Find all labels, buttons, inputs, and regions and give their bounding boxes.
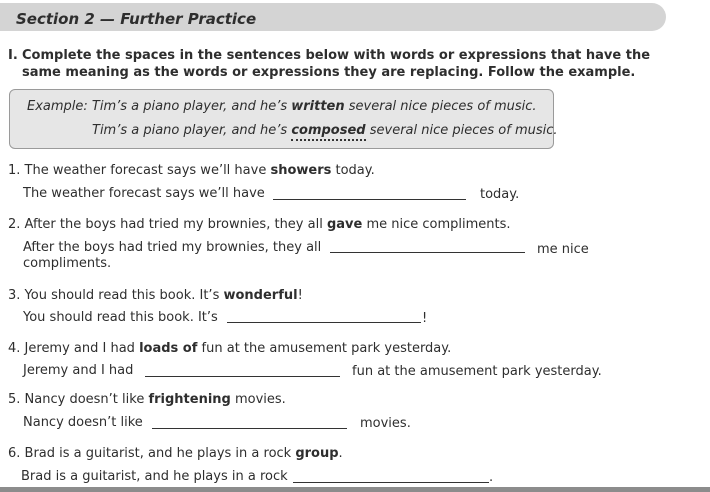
question-6 [8,446,343,461]
question-number: 3. [8,288,21,303]
answer-1-blank[interactable] [273,199,466,200]
question-keyword: wonderful [223,288,298,303]
example-line-1-pre: Tim’s a piano player, and he’s [91,99,292,114]
answer-4-post: fun at the amusement park yesterday. [352,364,602,379]
question-text-post: today. [331,163,375,178]
answer-4-blank[interactable] [145,376,340,377]
instructions-text: Complete the spaces in the sentences below with words or expressions that have the same meaning as the words or expressions they are replacing. Follow the example. [22,48,651,80]
question-keyword: showers [270,163,332,178]
answer-2-continued: compliments. [23,256,112,271]
question-keyword: loads of [139,341,198,356]
question-2 [8,217,511,232]
answer-1-pre: The weather forecast says we’ll have [23,186,265,201]
answer-4-pre: Jeremy and I had [23,363,134,378]
example-box [9,89,558,149]
question-text-pre: Brad is a guitarist, and he plays in a rock [24,446,296,461]
answer-3-pre: You should read this book. It’s [23,310,218,325]
answer-2-post: me nice [537,242,589,257]
question-4 [8,341,451,356]
answer-6-post: . [489,470,494,485]
question-number: 5. [8,392,21,407]
example-line-1 [27,99,537,114]
question-text-post: fun at the amusement park yesterday. [197,341,452,356]
section-title: Section 2 — Further Practice [16,10,257,28]
question-text-pre: After the boys had tried my brownies, they all [24,217,327,232]
question-1 [8,163,375,178]
example-line-2-post: several nice pieces of music. [365,123,558,138]
answer-3-blank[interactable] [227,322,421,323]
answer-6-pre: Brad is a guitarist, and he plays in a rock [21,469,288,484]
answer-5-pre: Nancy doesn’t like [23,415,143,430]
question-number: 6. [8,446,21,461]
question-number: 2. [8,217,21,232]
answer-3-post: ! [422,311,428,326]
answer-1-post: today. [480,187,520,202]
question-text-pre: You should read this book. It’s [24,288,224,303]
answer-2-blank[interactable] [330,252,525,253]
question-keyword: gave [326,217,363,232]
example-line-1-bold: written [291,99,345,114]
answer-5-blank[interactable] [152,428,347,429]
answer-5-post: movies. [360,416,411,431]
question-number: 1. [8,163,21,178]
question-text-post: movies. [230,392,286,407]
question-5 [8,392,286,407]
instructions [8,47,688,81]
example-line-1-post: several nice pieces of music. [344,99,537,114]
question-text-post: . [338,446,343,461]
instructions-number: I. [8,48,18,63]
question-keyword: group [295,446,339,461]
example-label: Example: [27,99,88,114]
example-line-2 [92,123,558,138]
question-text-pre: Jeremy and I had [24,341,140,356]
question-keyword: frightening [148,392,231,407]
question-number: 4. [8,341,21,356]
question-text-post: ! [297,288,303,303]
question-text-pre: The weather forecast says we’ll have [24,163,271,178]
question-3 [8,288,303,303]
page-bottom-rule [0,487,710,492]
answer-6-blank[interactable] [293,482,489,483]
example-line-2-pre: Tim’s a piano player, and he’s [92,123,292,138]
section-header [0,3,666,31]
example-line-2-answer: composed [291,123,365,141]
question-text-pre: Nancy doesn’t like [24,392,149,407]
question-text-post: me nice compliments. [362,217,511,232]
answer-2-pre: After the boys had tried my brownies, they all [23,240,322,255]
